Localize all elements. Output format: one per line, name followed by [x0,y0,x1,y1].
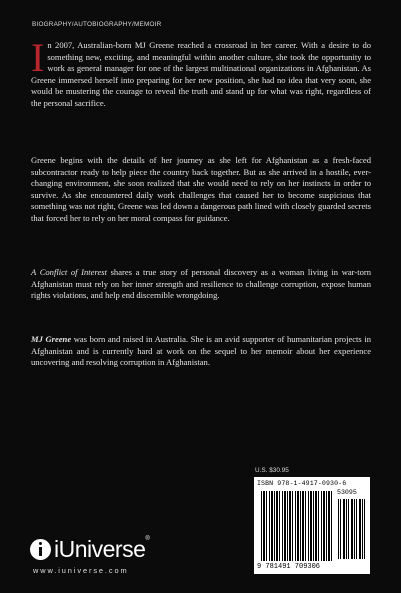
publisher-logo [30,536,149,562]
iuniverse-logo-icon [30,539,51,560]
blurb-paragraph-3-text: shares a true story of personal discovery as a woman living in war-torn Afghanistan must rely on her inner strength and resilience to challenge corruption, expose human rights violations, and help end discernible wrongdoing. [31,267,371,301]
barcode [254,477,370,574]
author-bio-text: was born and raised in Australia. She is an avid supporter of humanitarian projects in Afghanistan and is currently hard at work on the sequel to her memoir about her experience uncovering and resolving corruption in Afghanistan. [31,334,371,368]
blurb-paragraph-1-text: n 2007, Australian-born MJ Greene reached a crossroad in her career. With a desire to do something new, exciting, and meaningful within another culture, she took the opportunity to work as general manager for one of the largest multinational organizations in Afghanistan. As Greene immersed herself into preparing for her new position, she had no idea that very soon, she would be mustering the courage to reveal the truth and stand up for what was right, regardless of the personal sacrifice. [31,40,371,108]
blurb-paragraph-2: Greene begins with the details of her journey as she left for Afghanistan as a fresh-faced subcontractor ready to help piece the country back together. But as she arrived in a hostile, ever-changing environment, she soon realized that she would need to rely on her instincts in order to survive. As she encountered daily work challenges that caused her to become suspicious that something was not right, Greene was led down a dangerous path lined with closely guarded secrets that forced her to rely on her moral compass for guidance. [31,155,371,223]
price-code: 53095 [337,489,357,496]
barcode-addon-bars [338,499,365,559]
category-label: BIOGRAPHY/AUTOBIOGRAPHY/MEMOIR [32,21,162,28]
publisher-website: www.iuniverse.com [33,566,129,575]
drop-cap: I [31,35,45,80]
barcode-bars [261,491,333,561]
barcode-digits: 9 781491 709306 [257,563,321,571]
blurb-paragraph-3 [31,267,371,302]
price-label: U.S. $30.95 [255,467,289,474]
author-name: MJ Greene [31,334,72,344]
blurb-paragraph-1 [31,35,371,109]
trademark-symbol: ® [145,535,150,542]
isbn-text: ISBN 978-1-4917-0930-6 [257,480,347,487]
book-title: A Conflict of Interest [31,267,107,277]
author-bio [31,334,371,369]
publisher-name: iUniverse [54,535,146,562]
